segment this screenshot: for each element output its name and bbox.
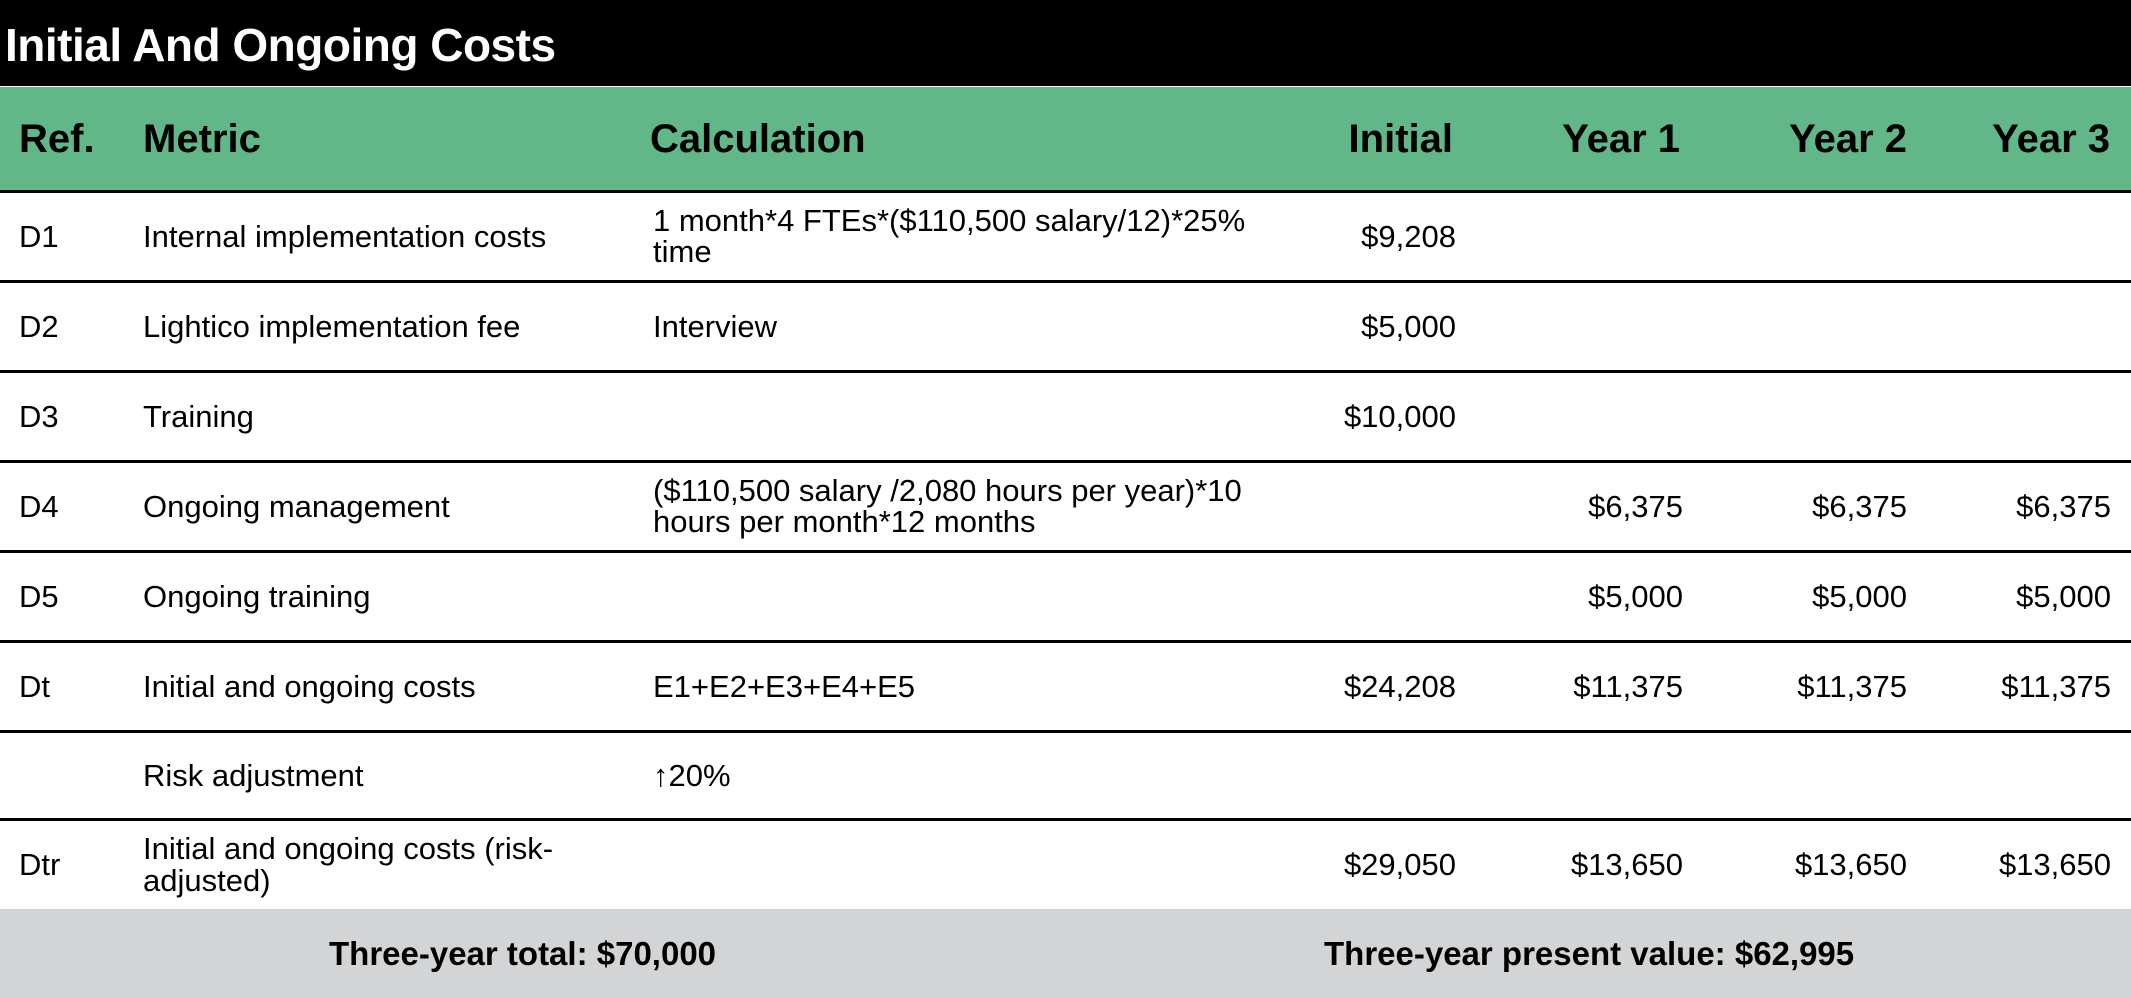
- cell-year3: $6,375: [2016, 488, 2111, 524]
- header-metric: Metric: [143, 117, 261, 161]
- table-row: [0, 553, 2131, 643]
- cell-ref: D3: [19, 398, 59, 434]
- cell-ref: D2: [19, 308, 59, 344]
- cell-year1: $13,650: [1570, 847, 1683, 883]
- title-bar: [0, 0, 2131, 86]
- cell-initial: $10,000: [1343, 398, 1456, 434]
- cell-year2: $5,000: [1812, 578, 1907, 614]
- cell-metric: Initial and ongoing costs (risk-adjusted): [143, 831, 554, 898]
- cell-year2: $6,375: [1812, 488, 1907, 524]
- cell-year1: $5,000: [1588, 578, 1683, 614]
- table-row: [0, 283, 2131, 373]
- header-year2: Year 2: [1789, 117, 1907, 161]
- cell-ref: Dtr: [19, 847, 61, 883]
- cell-metric: Ongoing training: [143, 578, 371, 614]
- cell-year2: $13,650: [1794, 847, 1907, 883]
- header-ref: Ref.: [19, 117, 95, 161]
- table-row: [0, 373, 2131, 463]
- cell-calculation: Interview: [653, 308, 778, 344]
- table-footer: [0, 909, 2131, 997]
- cell-initial: $24,208: [1343, 668, 1456, 704]
- header-year1: Year 1: [1562, 117, 1680, 161]
- cell-calculation: 1 month*4 FTEs*($110,500 salary/12)*25% time: [653, 202, 1246, 270]
- header-calculation: Calculation: [650, 117, 866, 161]
- cell-initial: $5,000: [1361, 308, 1456, 344]
- cell-calculation: ↑20%: [653, 757, 731, 793]
- cell-year3: $13,650: [1998, 847, 2111, 883]
- header-year3: Year 3: [1992, 117, 2110, 161]
- header-initial: Initial: [1348, 117, 1453, 161]
- cell-year3: $11,375: [2001, 668, 2111, 704]
- cell-metric: Ongoing management: [143, 488, 450, 524]
- cell-metric: Initial and ongoing costs: [143, 668, 476, 704]
- three-year-total: Three-year total: $70,000: [329, 935, 717, 972]
- table-row: [0, 463, 2131, 553]
- cell-metric: Lightico implementation fee: [143, 308, 521, 344]
- three-year-present-value: Three-year present value: $62,995: [1324, 935, 1855, 972]
- table-row: [0, 733, 2131, 821]
- cell-ref: D4: [19, 488, 59, 524]
- cell-metric: Internal implementation costs: [143, 218, 547, 254]
- cell-year1: $6,375: [1588, 488, 1683, 524]
- cell-initial: $29,050: [1343, 847, 1456, 883]
- table-row: [0, 193, 2131, 283]
- cell-calculation: E1+E2+E3+E4+E5: [653, 668, 916, 704]
- table-row: [0, 643, 2131, 733]
- cell-year2: $11,375: [1797, 668, 1907, 704]
- cell-calculation: ($110,500 salary /2,080 hours per year)*10 hours per month*12 months: [653, 472, 1242, 540]
- cell-ref: D1: [19, 218, 59, 254]
- cell-ref: Dt: [19, 668, 50, 704]
- cell-year3: $5,000: [2016, 578, 2111, 614]
- page-title: Initial And Ongoing Costs: [5, 19, 556, 71]
- cell-metric: Risk adjustment: [143, 757, 364, 793]
- table-row: [0, 821, 2131, 909]
- cell-ref: D5: [19, 578, 59, 614]
- table-header: [0, 87, 2131, 193]
- cell-year1: $11,375: [1573, 668, 1683, 704]
- cell-initial: $9,208: [1361, 218, 1456, 254]
- cell-metric: Training: [143, 398, 254, 434]
